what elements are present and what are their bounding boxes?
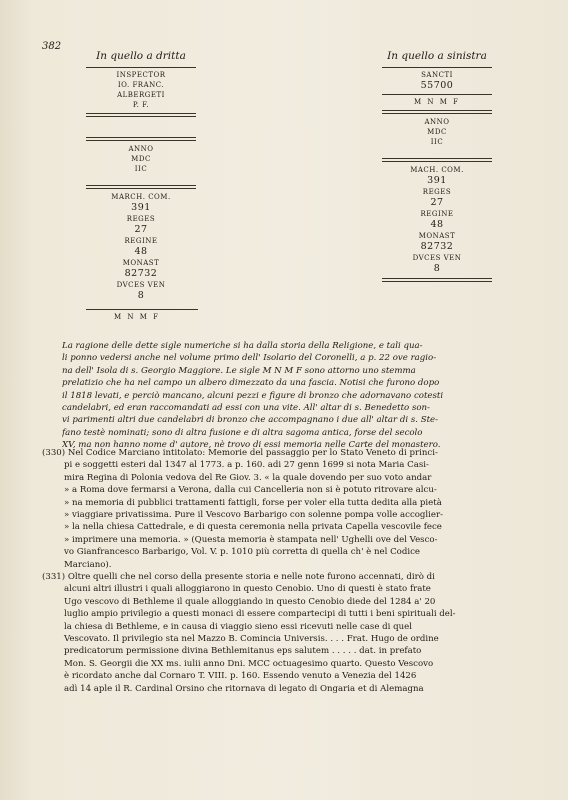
- inscription-line: REGES: [126, 215, 156, 223]
- divider: [86, 309, 198, 310]
- left-column-heading: In quello a dritta: [96, 50, 186, 62]
- right-mark: M N M F: [414, 98, 460, 106]
- text-line: » viaggiare privatissima. Pure il Vescovo Barbarigo con solenne pompa volle accoglier-: [64, 510, 444, 521]
- text-line: » imprimere una memoria. » (Questa memoria è stampata nell' Ughelli ove del Vesco-: [64, 534, 438, 545]
- inscription-number: 8: [433, 263, 441, 274]
- inscription-number: 82732: [124, 268, 158, 279]
- text-line: pi e soggetti esteri dal 1347 al 1773. a p. 160. adi 27 genn 1699 si nota Maria Casi-: [64, 460, 429, 471]
- page-number: 382: [42, 41, 62, 52]
- inscription-number: 27: [134, 224, 148, 235]
- inscription-line: IIC: [134, 165, 148, 173]
- text-line: luglio ampio privilegio a questi monaci di essere compartecipi di tutti i beni spirituali del-: [64, 609, 456, 620]
- double-divider: [382, 278, 492, 282]
- text-line: il 1818 levati, e perciò mancano, alcuni pezzi e figure di bronzo che adornavano cotesti: [62, 390, 444, 401]
- inscription-number: 8: [137, 290, 145, 301]
- text-line: » a Roma dove fermarsi a Verona, dalla cui Cancelleria non si è potuto ritrovare alcu-: [64, 485, 437, 496]
- inscription-line: INSPECTOR: [116, 71, 166, 79]
- inscription-line: MDC: [131, 155, 151, 163]
- text-line: (331) Oltre quelli che nel corso della presente storia e nelle note furono accennati, dirò di: [42, 572, 435, 582]
- double-divider: [86, 113, 196, 117]
- text-line: na dell' Isola di s. Georgio Maggiore. Le sigle M N M F sono attorno uno stemma: [62, 365, 416, 376]
- double-divider: [382, 110, 492, 114]
- inscription-number: 48: [134, 246, 148, 257]
- inscription-line: MDC: [427, 128, 447, 136]
- text-line: adì 14 aple il R. Cardinal Orsino che ritornava di legato di Ongaria et di Alemagna: [64, 683, 424, 694]
- inscription-line: IO. FRANC.: [117, 81, 165, 89]
- double-divider: [86, 137, 196, 141]
- text-line: è ricordato anche dal Cornaro T. VIII. p. 160. Essendo venuto a Venezia del 1426: [64, 671, 417, 682]
- inscription-line: MACH. COM.: [410, 166, 464, 174]
- right-column-heading: In quello a sinistra: [387, 50, 487, 62]
- text-line: » la nella chiesa Cattedrale, e di questa ceremonia nella privata Capella vescovile fece: [64, 522, 442, 533]
- text-line: » na memoria di pubblici trattamenti fattigli, forse per voler ella tutta dedita alla pietà: [64, 497, 442, 508]
- text-line: Vescovato. Il privilegio sta nel Mazzo B. Comincia Universis. . . . Frat. Hugo de ordine: [64, 634, 439, 645]
- inscription-line: REGINE: [124, 237, 158, 245]
- text-line: predicatorum permissione divina Bethlemitanus eps salutem . . . . . dat. in prefato: [64, 646, 422, 657]
- inscription-line: ALBERGETI: [117, 91, 165, 99]
- commentary-paragraph: [62, 340, 518, 452]
- left-inscription-column: [86, 50, 196, 302]
- inscription-number: 27: [430, 197, 444, 208]
- text-line: vi parimenti altri due candelabri di bronzo che accompagnano i due all' altar di s. Ste-: [62, 415, 439, 426]
- text-line: mira Regina di Polonia vedova del Re Giov. 3. « la quale dovendo per suo voto andar: [64, 472, 432, 483]
- text-line: li ponno vedersi anche nel volume primo dell' Isolario del Coronelli, a p. 22 ove ragio-: [62, 353, 437, 364]
- text-line: fano testè nominati; sono di altra fusione e di altra sagoma antica, forse del secolo: [62, 427, 423, 438]
- text-line: La ragione delle dette sigle numeriche si ha dalla storia della Religione, e tali qua-: [62, 341, 423, 351]
- inscription-number: 391: [427, 175, 447, 186]
- inscription-line: MARCH. COM.: [111, 193, 171, 201]
- inscription-line: SANCTI: [421, 71, 453, 79]
- inscription-line: REGES: [422, 188, 452, 196]
- inscription-line: ANNO: [128, 145, 154, 153]
- inscription-line: P. F.: [132, 101, 150, 109]
- text-line: vo Gianfrancesco Barbarigo, Vol. V. p. 1010 più corretta di quella ch' è nel Codice: [64, 547, 420, 558]
- double-divider: [382, 158, 492, 162]
- note-331: [42, 571, 520, 695]
- note-330: [42, 447, 520, 571]
- inscription-number: 55700: [420, 80, 454, 91]
- divider: [382, 67, 492, 68]
- text-line: XV, ma non hanno nome d' autore, nè trovo di essi memoria nelle Carte del monastero.: [62, 440, 441, 451]
- text-line: (330) Nel Codice Marciano intitolato: Memorie del passaggio per lo Stato Veneto di princi-: [42, 448, 438, 458]
- text-line: prelatizio che ha nel campo un albero dimezzato da una fascia. Notisi che furono dopo: [62, 378, 440, 389]
- inscription-number: 391: [131, 202, 151, 213]
- text-line: Marciano).: [64, 559, 112, 570]
- inscription-line: IIC: [430, 138, 444, 146]
- inscription-line: MONAST: [122, 259, 160, 267]
- right-inscription-column: [382, 50, 492, 285]
- inscription-line: ANNO: [424, 118, 450, 126]
- text-line: la chiesa di Bethleme, e in causa di viaggio sieno essi ricevuti nelle case di quel: [64, 621, 412, 632]
- inscription-line: MONAST: [418, 232, 456, 240]
- left-bottom-mark: M N M F: [114, 313, 160, 321]
- divider: [86, 67, 196, 68]
- inscription-number: 82732: [420, 241, 454, 252]
- inscription-number: 48: [430, 219, 444, 230]
- divider: [382, 94, 492, 95]
- inscription-line: REGINE: [420, 210, 454, 218]
- text-line: candelabri, ed eran raccomandati ad essi con una vite. All' altar di s. Benedetto son-: [62, 403, 430, 414]
- text-line: alcuni altri illustri i quali alloggiarono in questo Cenobio. Uno di questi è stato frate: [64, 584, 431, 595]
- inscription-line: DVCES VEN: [412, 254, 462, 262]
- double-divider: [86, 185, 196, 189]
- inscription-line: DVCES VEN: [116, 281, 166, 289]
- text-line: Mon. S. Georgii die XX ms. iulii anno Dni. MCC octuagesimo quarto. Questo Vescovo: [64, 658, 434, 669]
- text-line: Ugo vescovo di Bethleme il quale alloggiando in questo Cenobio diede del 1284 a' 20: [64, 596, 436, 607]
